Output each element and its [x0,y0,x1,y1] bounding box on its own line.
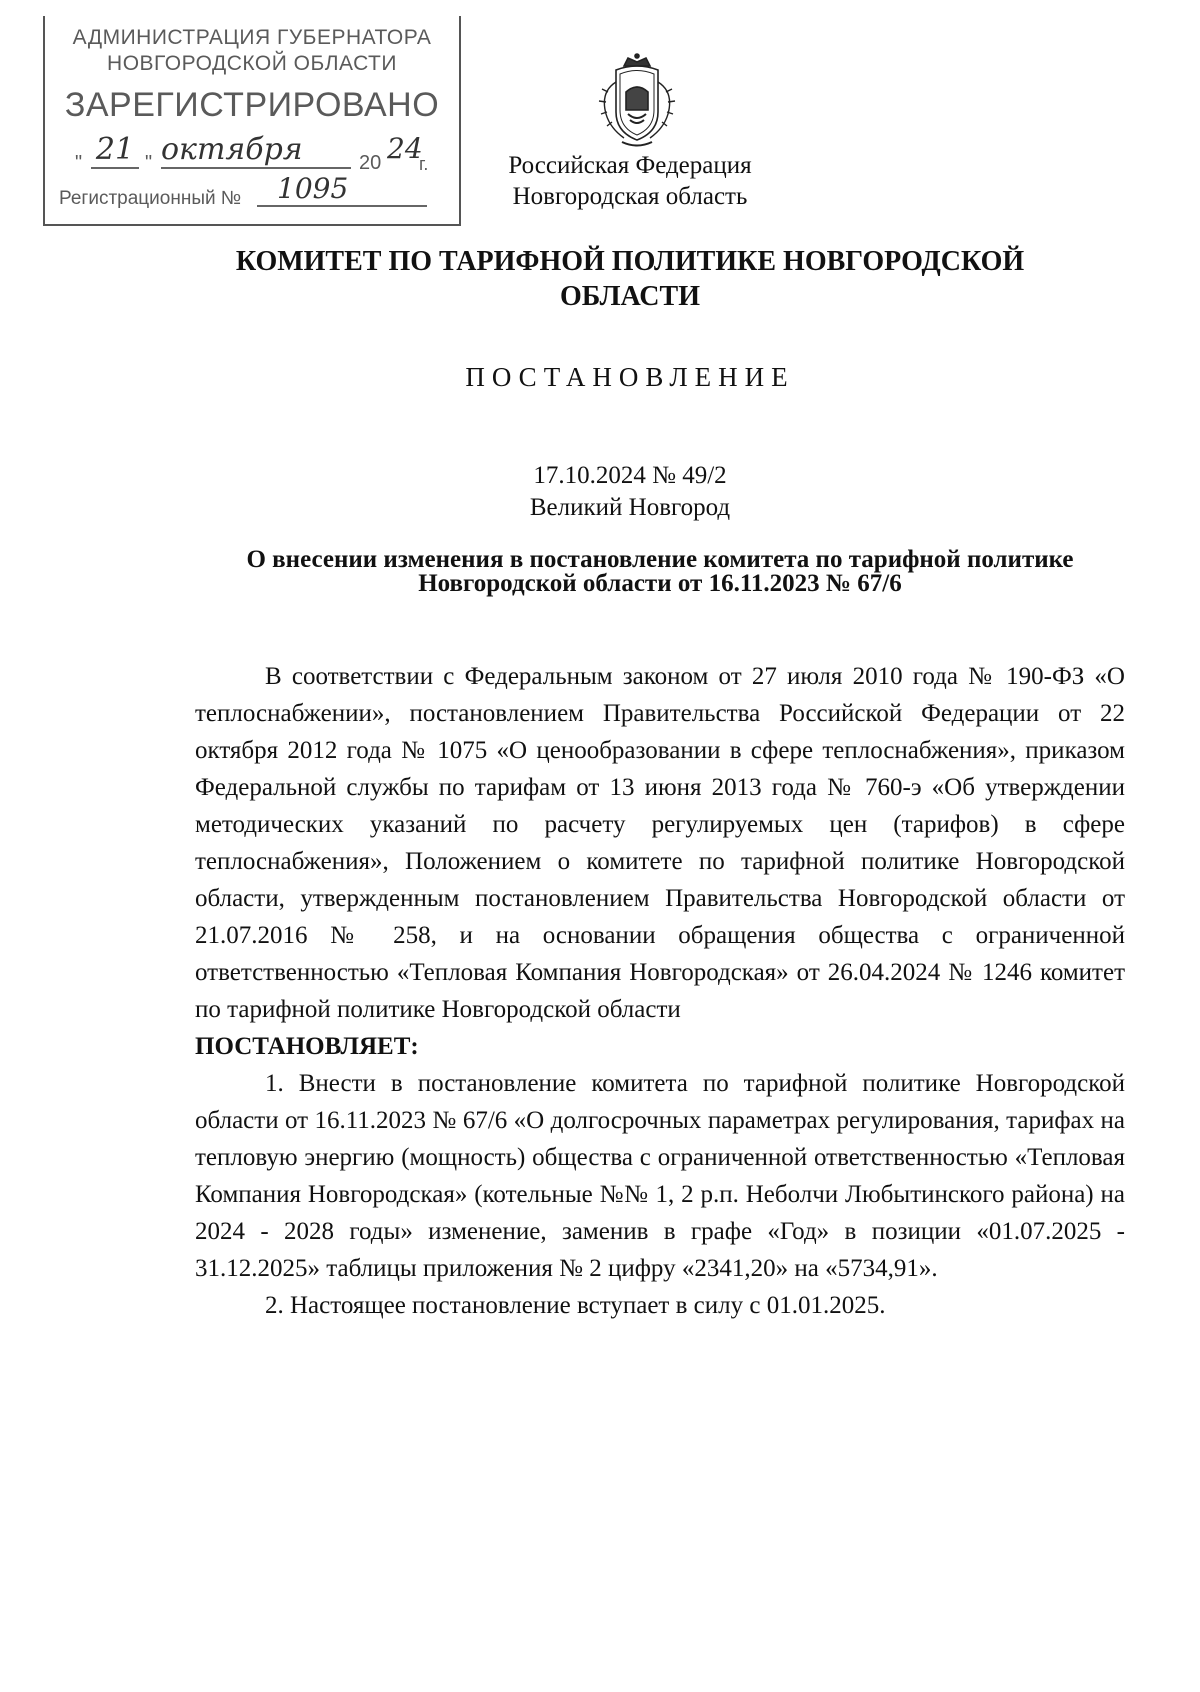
item-1-paragraph: 1. Внести в постановление комитета по тарифной политике Новгородской области от 16.11.2023 № 67/6 «О долгосрочных параметрах регулирования, тарифах на тепловую энергию (мощность) общества с ограниченной ответственностью «Тепловая Компания Новгородская» (котельные №№ 1, 2 р.п. Неболчи Любытинского района) на 2024 - 2028 годы» изменение, заменив в графе «Год» в позиции «01.07.2025 - 31.12.2025» таблицы приложения № 2 цифру «2341,20» на «5734,91». [195,1070,1125,1282]
stamp-month: октября [161,132,351,169]
document-meta [0,460,1200,524]
stamp-org-line2: НОВГОРОДСКОЙ ОБЛАСТИ [107,52,397,75]
stamp-regno: 1095 [257,172,427,207]
decree-heading: ПОСТАНОВЛЯЕТ: [195,1033,419,1060]
date-and-number: 17.10.2024 № 49/2 [533,462,727,489]
stamp-year-prefix: 20 [359,152,382,174]
stamp-regno-label: Регистрационный № [59,188,242,209]
document-type: ПОСТАНОВЛЕНИЕ [465,362,795,392]
document-subject [195,548,1125,596]
stamp-year-g: г. [419,154,429,174]
stamp-day: 21 [91,132,139,169]
committee-line2: ОБЛАСТИ [560,281,700,312]
committee-name [0,244,1200,314]
stamp-registered: ЗАРЕГИСТРИРОВАНО [64,86,440,124]
committee-line1: КОМИТЕТ ПО ТАРИФНОЙ ПОЛИТИКЕ НОВГОРОДСКОЙ [235,246,1025,277]
coat-of-arms-icon [586,52,688,152]
document-body [195,658,1125,1324]
city: Великий Новгород [529,494,731,521]
stamp-org-line1: АДМИНИСТРАЦИЯ ГУБЕРНАТОРА [72,26,432,49]
preamble-paragraph: В соответствии с Федеральным законом от 27 июля 2010 года № 190-ФЗ «О теплоснабжении», постановлением Правительства Российской Федерации от 22 октября 2012 года № 1075 «О ценообразовании в сфере теплоснабжения», приказом Федеральной службы по тарифам от 13 июня 2013 года № 760-э «Об утверждении методических указаний по расчету регулируемых цен (тарифов) в сфере теплоснабжения», Положением о комитете по тарифной политике Новгородской области, утвержденным постановлением Правительства Новгородской области от 21.07.2016 № 258, и на основании обращения общества с ограниченной ответственностью «Тепловая Компания Новгородская» от 26.04.2024 № 1246 комитет по тарифной политике Новгородской области [195,663,1125,1023]
stamp-quote-open: " [75,152,83,174]
subject-line1: О внесении изменения в постановление комитета по тарифной политике [246,546,1074,573]
item-2-paragraph: 2. Настоящее постановление вступает в силу с 01.01.2025. [265,1292,886,1319]
stamp-year-suffix: 24 [387,132,423,165]
header-region: Новгородская область [512,183,748,210]
subject-line2: Новгородской области от 16.11.2023 № 67/6 [418,570,902,597]
header-country: Российская Федерация [508,152,752,179]
stamp-quote-close: " [145,152,153,174]
